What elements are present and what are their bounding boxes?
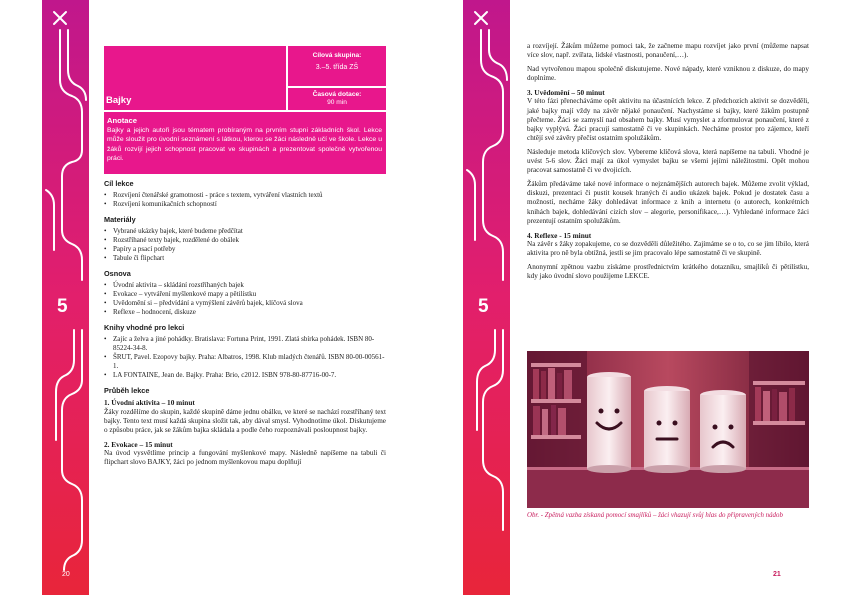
list-item: • Zajíc a želva a jiné pohádky. Bratislava: Fortuna Print, 1991. Zlatá sbírka pohádek. ISBN 80-85224-34-8. bbox=[104, 335, 386, 353]
step2-text: Na úvod vysvětlíme princip a fungování myšlenkové mapy. Následně napíšeme na tabuli či flipchart slovo BAJKY, žáci po jednom myšlenkovou mapu doplňují bbox=[104, 448, 386, 467]
annotation-text: Bajky a jejich autoři jsou tématem probíraným na prvním stupni základních škol. Lekce může sloužit pro úvodní seznámení s látkou, kterou se žáci následně učí ve škole. Lekce u žáků rozvíjí jejich schopnost pracovat ve skupinách a prezentovat společně vytvořenou práci. bbox=[107, 127, 382, 163]
smiley-cans-photo bbox=[527, 351, 809, 508]
paragraph: a rozvíjejí. Žákům můžeme pomoci tak, že začneme mapu rozvíjet jako první (můžeme napsat více slov, např. zvířata, lidské vlastnosti, ponaučení,…). bbox=[527, 42, 809, 60]
list-item: • Uvědomění si – předvídání a vymýšlení závěrů bajek, klíčová slova bbox=[104, 299, 386, 308]
step2-title: 2. Evokace – 15 minut bbox=[104, 439, 173, 449]
step3-text: V této fázi přenecháváme opět aktivitu na účastnících lekce. Z předchozích aktivit se dozvěděli, jaké bajky mají vždy na závěr nějaké ponaučení. Nachystáme si bajky, které žákům postupně přečteme. Žáci se zamyslí nad obsahem bajky. Musí vymyslet a zformulovat ponaučení, které z bajky vyplývá. Žáci pracují samostatně či ve skupinkách. Necháme prostor pro zájemce, kteří chtějí své závěry přečíst ostatním spolužákům. bbox=[527, 97, 809, 142]
right-content bbox=[527, 42, 809, 286]
close-mark-icon bbox=[54, 12, 66, 24]
right-page bbox=[421, 0, 842, 595]
target-group-value: 3.–5. třída ZŠ bbox=[315, 64, 359, 71]
paragraph: Nad vytvořenou mapou společně diskutujeme. Nové nápady, které vzniknou z diskuze, do mapy doplníme. bbox=[527, 65, 809, 83]
materials-heading: Materiály bbox=[104, 215, 136, 225]
books-list bbox=[104, 335, 386, 380]
paragraph: Anonymní zpětnou vazbu získáme prostřednictvím krátkého dotazníku, smajlíků či pětilístku, kdy jako úvodní slovo použijeme LEKCE. bbox=[527, 262, 809, 281]
list-item: • Reflexe – hodnocení, diskuze bbox=[104, 308, 386, 317]
close-mark-icon bbox=[475, 12, 487, 24]
target-group-box bbox=[288, 46, 386, 86]
books-heading: Knihy vhodné pro lekci bbox=[104, 323, 185, 333]
course-heading: Průběh lekce bbox=[104, 386, 150, 396]
step4-title: 4. Reflexe - 15 minut bbox=[527, 230, 592, 240]
list-item: • Úvodní aktivita – skládání rozstříhaných bajek bbox=[104, 281, 386, 290]
lesson-title: Bajky bbox=[106, 95, 132, 106]
list-item: • Rozvíjení čtenářské gramotnosti - práce s textem, vytváření vlastních textů bbox=[104, 191, 386, 200]
paragraph: Žákům předáváme také nové informace o nejznámějších autorech bajek. Můžeme zvolit výklad, diskuzi, prezentaci či pustit kousek hraných či audio ukázek bajek. Pokud je dostatek času a možností, necháme žáky dohledávat informace z knih a internetu (o autorech, konkrétních knihách bajek, dohledávání cizích slov – alegorie, personifikace,…). Vyhledané informace žáci prezentují ostatním spolužákům. bbox=[527, 180, 809, 225]
chapter-number: 5 bbox=[57, 296, 68, 317]
page-number: 21 bbox=[773, 571, 781, 578]
list-item: • ŠRUT, Pavel. Ezopovy bajky. Praha: Albatros, 1998. Klub mladých čtenářů. ISBN 80-00-00561-1. bbox=[104, 353, 386, 371]
materials-list bbox=[104, 227, 386, 263]
page-number: 20 bbox=[62, 571, 70, 578]
list-item: • Rozstříhané texty bajek, rozdělené do obálek bbox=[104, 236, 386, 245]
list-item: • Rozvíjení komunikačních schopností bbox=[104, 200, 386, 209]
list-item: • Tabule či flipchart bbox=[104, 254, 386, 263]
photo-caption: Obr. - Zpětná vazba získaná pomocí smajlíků – žáci vhazují svůj hlas do připravených nádob bbox=[527, 512, 783, 519]
list-item: • Evokace – vytváření myšlenkové mapy a pětilístku bbox=[104, 290, 386, 299]
step4-text: Na závěr s žáky zopakujeme, co se dozvěděli důležitého. Zajímáme se o to, co se jim líbilo, která aktivita pro ně byla obtížná, jestli se jim pracovalo lépe samostatně či ve skupině. bbox=[527, 239, 809, 257]
goal-heading: Cíl lekce bbox=[104, 179, 134, 188]
annotation-heading: Anotace bbox=[107, 116, 137, 125]
list-item: • Vybrané ukázky bajek, které budeme předčítat bbox=[104, 227, 386, 236]
chapter-strip bbox=[42, 0, 89, 595]
chapter-strip bbox=[463, 0, 510, 595]
left-content bbox=[104, 179, 386, 472]
annotation-box bbox=[104, 112, 386, 174]
lesson-title-box bbox=[104, 46, 286, 110]
step1-title: 1. Úvodní aktivita – 10 minut bbox=[104, 398, 195, 408]
step3-title: 3. Uvědomění – 50 minut bbox=[527, 88, 605, 98]
list-item: • Papíry a psací potřeby bbox=[104, 245, 386, 254]
photo-illustration bbox=[527, 351, 809, 508]
time-label: Časová dotace: bbox=[312, 91, 362, 98]
chapter-number: 5 bbox=[478, 296, 489, 317]
step1-text: Žáky rozdělíme do skupin, každé skupině dáme jednu obálku, ve které se nachází rozstříhaný text bajky. Tento text musí každá skupina složit tak, aby dával smysl. Vyhodnotíme úkol. Diskutujeme o způsobu práce, jak se žákům bajka skládala a podle čeho rozpoznávali posloupnost bajky. bbox=[104, 407, 386, 434]
paragraph: Následuje metoda klíčových slov. Vybereme klíčová slova, která napíšeme na tabuli. Vhodné je uvést 5-6 slov. Žáci mají za úkol vymyslet bajku se všemi jejími náležitostmi. Opět mohou pracovat samostatně či ve dvojicích. bbox=[527, 147, 809, 175]
goal-list bbox=[104, 191, 386, 209]
time-value: 90 min bbox=[327, 99, 347, 106]
outline-heading: Osnova bbox=[104, 269, 131, 279]
outline-list bbox=[104, 281, 386, 317]
time-box bbox=[288, 88, 386, 110]
target-group-label: Cílová skupina: bbox=[312, 52, 362, 59]
list-item: • LA FONTAINE, Jean de. Bajky. Praha: Brio, c2012. ISBN 978-80-87716-00-7. bbox=[104, 371, 386, 380]
